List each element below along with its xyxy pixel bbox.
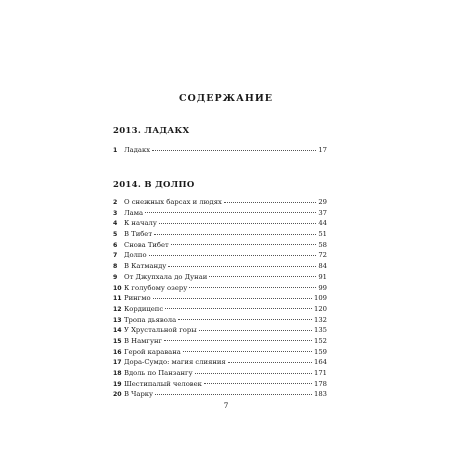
chapter-number: 13 (113, 316, 122, 324)
chapter-page: 58 (318, 240, 327, 249)
toc-entry (113, 273, 327, 284)
dot-leader (165, 308, 312, 309)
dot-leader (204, 383, 312, 384)
chapter-title: Тропа дьявола (124, 315, 177, 324)
page-title: СОДЕРЖАНИЕ (178, 93, 274, 104)
chapter-title: В Чарку (124, 390, 154, 399)
toc-entry (113, 284, 327, 295)
chapter-title: Дора-Сумдо: магия слияния (124, 358, 226, 367)
dot-leader (154, 234, 316, 235)
toc-entry (113, 262, 327, 273)
chapter-number: 15 (113, 337, 122, 345)
chapter-page: 29 (318, 198, 327, 206)
chapter-title: Кордицепс (124, 304, 164, 313)
chapter-title: У Хрустальной горы (124, 326, 197, 335)
chapter-title: В Намгунг (124, 336, 163, 345)
dot-leader (171, 244, 317, 245)
chapter-page: 164 (314, 358, 327, 367)
dot-leader (178, 319, 312, 320)
toc-list-ladakh (113, 146, 327, 157)
chapter-page: 159 (314, 347, 327, 356)
chapter-number: 17 (113, 359, 122, 367)
toc-entry (113, 348, 327, 359)
dot-leader (195, 373, 312, 374)
chapter-page: 171 (314, 369, 327, 377)
chapter-number: 14 (113, 327, 122, 335)
chapter-number: 10 (113, 284, 122, 292)
chapter-page: 109 (314, 294, 327, 303)
toc-entry (113, 219, 327, 230)
chapter-number: 18 (113, 370, 122, 377)
chapter-number: 6 (113, 241, 118, 249)
chapter-page: 91 (318, 272, 327, 281)
toc-entry (113, 241, 327, 252)
chapter-title: В Тибет (124, 230, 153, 239)
toc-list-dolpo (113, 198, 327, 401)
chapter-title: В Катманду (124, 262, 167, 271)
chapter-title: От Джупхала до Дунаи (124, 272, 208, 281)
dot-leader (209, 276, 316, 277)
dot-leader (152, 150, 316, 151)
dot-leader (145, 212, 316, 213)
chapter-number: 5 (113, 231, 118, 239)
chapter-title: Герой каравана (124, 347, 181, 356)
chapter-page: 44 (318, 219, 327, 228)
toc-entry (113, 337, 327, 348)
chapter-page: 135 (314, 326, 327, 335)
chapter-title: Ладакх (124, 146, 151, 154)
chapter-number: 1 (113, 147, 118, 154)
dot-leader (168, 266, 316, 267)
chapter-page: 84 (318, 262, 327, 271)
chapter-number: 12 (113, 305, 122, 313)
toc-entry (113, 326, 327, 337)
toc-entry (113, 198, 327, 209)
section-heading-ladakh: 2013. ЛАДАКХ (113, 126, 190, 136)
chapter-title: К голубому озеру (124, 283, 188, 292)
chapter-number: 2 (113, 199, 118, 206)
dot-leader (228, 362, 312, 363)
toc-entry (113, 251, 327, 262)
chapter-title: Долпо (124, 251, 147, 260)
dot-leader (155, 394, 312, 395)
chapter-title: К началу (124, 219, 157, 228)
chapter-number: 8 (113, 263, 118, 271)
dot-leader (183, 351, 312, 352)
chapter-title: Шестипалый человек (124, 379, 202, 388)
chapter-number: 19 (113, 380, 122, 388)
chapter-title: О снежных барсах и людях (124, 198, 222, 206)
chapter-page: 183 (314, 390, 327, 399)
dot-leader (149, 255, 317, 256)
toc-entry (113, 358, 327, 369)
chapter-page: 37 (318, 208, 327, 217)
chapter-page: 72 (318, 251, 327, 260)
chapter-number: 9 (113, 273, 118, 281)
chapter-title: Вдоль по Панзангу (124, 369, 193, 377)
toc-entry (113, 380, 327, 391)
chapter-number: 4 (113, 220, 118, 228)
dot-leader (189, 287, 316, 288)
chapter-number: 16 (113, 348, 122, 356)
dot-leader (153, 298, 312, 299)
chapter-number: 7 (113, 252, 118, 260)
toc-entry (113, 390, 327, 401)
toc-entry (113, 294, 327, 305)
chapter-page: 152 (314, 336, 327, 345)
chapter-number: 11 (113, 295, 122, 303)
toc-entry (113, 305, 327, 316)
chapter-page: 120 (314, 304, 327, 313)
chapter-number: 3 (113, 209, 118, 217)
chapter-page: 178 (314, 379, 327, 388)
chapter-page: 51 (318, 230, 327, 239)
section-heading-dolpo: 2014. В ДОЛПО (113, 180, 195, 190)
dot-leader (199, 330, 312, 331)
chapter-page: 99 (318, 283, 327, 292)
chapter-page: 17 (318, 146, 327, 154)
chapter-title: Лама (124, 208, 144, 217)
dot-leader (159, 223, 316, 224)
toc-entry (113, 230, 327, 241)
chapter-page: 132 (314, 315, 327, 324)
page-number: 7 (223, 401, 229, 410)
chapter-number: 20 (113, 391, 122, 399)
chapter-title: Рингмо (124, 294, 151, 303)
toc-entry (113, 316, 327, 327)
chapter-title: Снова Тибет (124, 240, 169, 249)
dot-leader (224, 202, 316, 203)
toc-entry (113, 369, 327, 380)
dot-leader (164, 340, 312, 341)
toc-entry (113, 209, 327, 220)
toc-entry (113, 146, 327, 157)
